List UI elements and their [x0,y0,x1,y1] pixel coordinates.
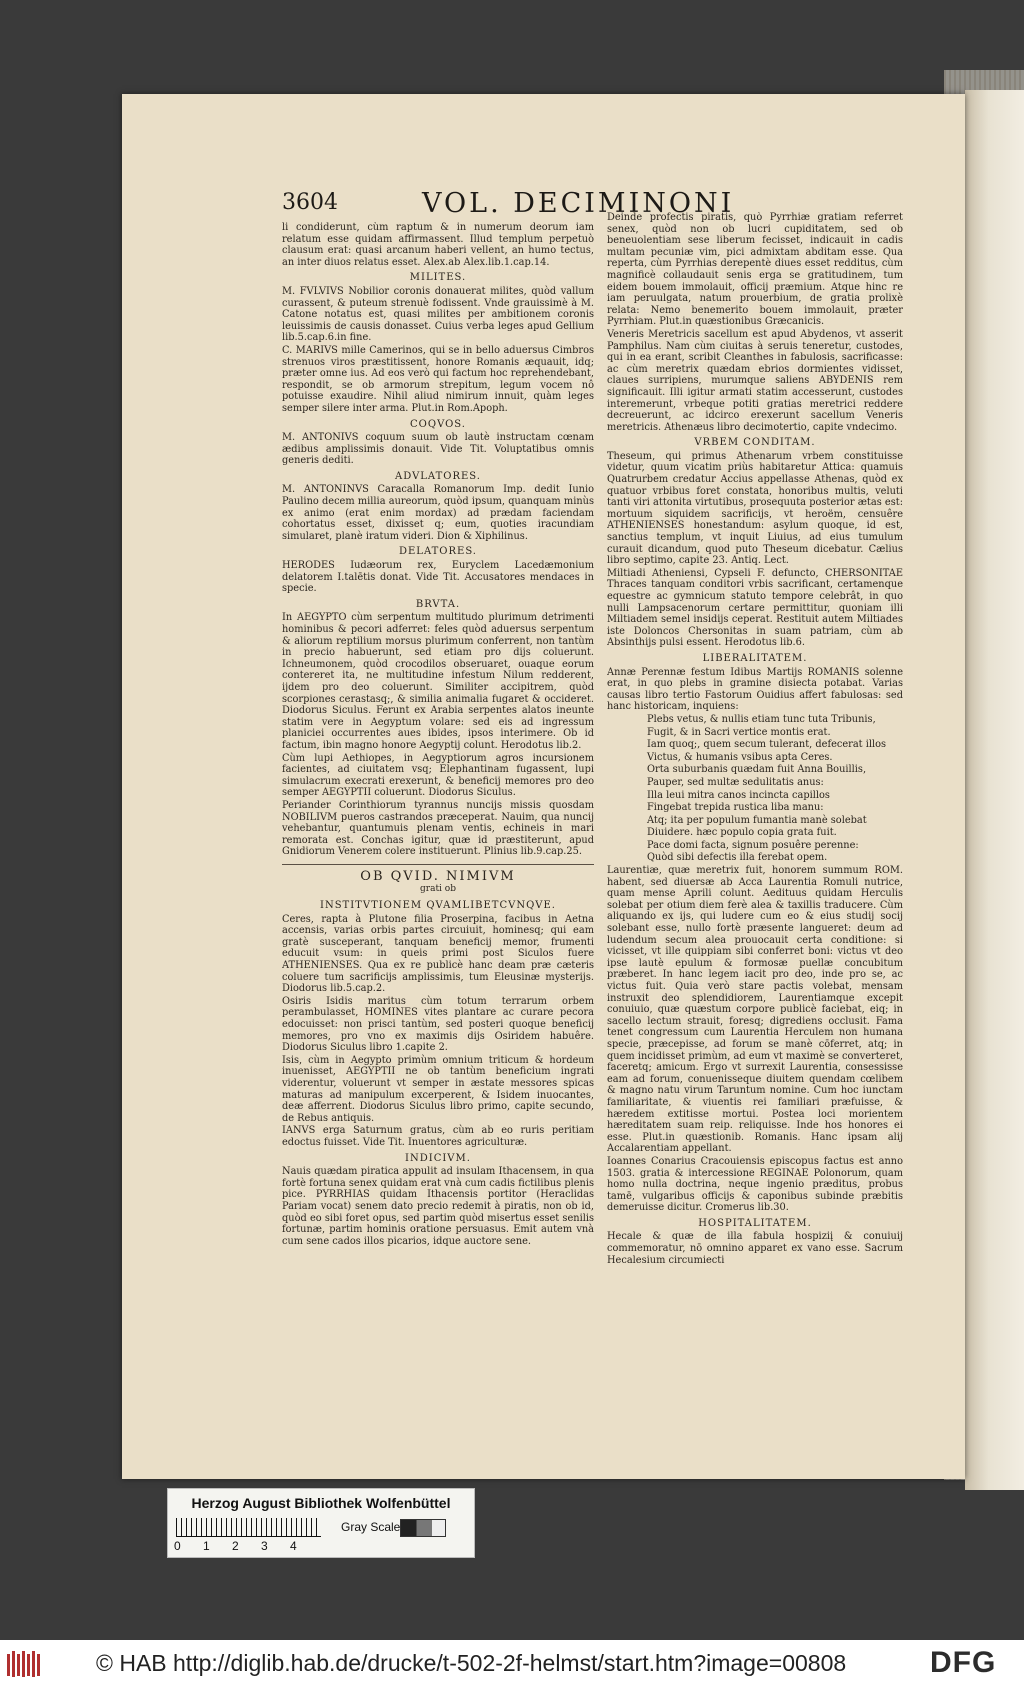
paragraph: Laurentiæ, quæ meretrix fuit, honorem summum ROM. habent, sed diuersæ ab Acca Laurentia Romuli nutrice, quam mense Aprili colunt. Aedituus quidam Herculis solebat per otium diem ferè alea & taxillis traducere. Cùm aliquando ex ijs, qui ludere cum eo & eius studij socij solebant esse, nullo fortè præsente langueret: deum ad ludendum secum alea prouocauit certa conditione: si vicisset, vt ille quippiam sibi conferret boni: victus vt deo ipse lautè epulum & formosæ puellæ concubitum præberet. In hanc legem iacit pro deo, inde pro se, ac victus fuit. Quia verò stare pactis volebat, mensam instruxit deo splendidiorem, Laurentiamque excepit conuiuio, quæ quæstum corpore publicè faciebat, eiq; in sacello lectum strauit, foresq; digrediens occlusit. Fama tenet congressum cum Laurentia Herculem non humana specie, præcepisse, ad forum se manè cōferret, atq; in quem incidisset primùm, ad eum vt maximè se converteret, faceretq; amicum. Ergo vt surrexit Laurentia, consessisse eam ad forum, conuenisseque diuitem quendam cœlibem & magno natu virum Taruntum nomine. Cum hoc iunctam familiaritate, & viuentis rei familiari præfuisse, & hæredem extitisse mortui. Postea loci morientem hæreditatem suam reip. reliquisse. Inde hos honores ei esse. Plut.in quæstionib. Romanis. Hanc ipsam alij Accalarentiam appellant. [607,865,903,1155]
gray-scale-label: Gray Scale [341,1520,401,1534]
footer-bar [0,1640,1024,1686]
section-heading: INDICIVM. [405,1152,471,1164]
section-heading: VRBEM CONDITAM. [694,437,816,449]
section-heading: INSTITVTIONEM QVAMLIBETCVNQVE. [320,900,556,912]
section-heading: LIBERALITATEM. [702,652,808,664]
section-heading: MILITES. [409,272,467,284]
book-binding [965,90,1024,1490]
paragraph: li condiderunt, cùm raptum & in numerum deorum iam relatum esse quidam affirmassent. Illud templum perpetuò clausum erat: quasi arcanum haberi vellent, an humo tectus, an inter diuos relatus esset. Alex.ab Alex.lib.1.cap.14. [282,222,594,268]
section-heading: BRVTA. [415,598,461,610]
verse-line: Pace domi facta, signum posuêre perenne: [647,839,859,851]
paragraph: Veneris Meretricis sacellum est apud Abydenos, vt asserit Pamphilus. Nam cùm ciuitas à seruis teneretur, custodes, qui in ea erant, scribit Cleanthes in fabulosis, sacrificasse: ac cùm meretrix quædam ebrios dormientes vidisset, claues surripiens, murumque saliens ABYDENIS rem significauit. Illi igitur armati statim accesserunt, custodes interemerunt, vrbeque potiti gratias meretrici reddere decreuerunt, ac idcirco erexerunt sacellum Veneris meretricis. Athenæus libro decimotertio, capite vndecimo. [607,328,903,433]
ruler-number: 3 [261,1539,268,1553]
verse-line: Fugit, & in Sacri vertice montis erat. [647,726,831,738]
ruler-number: 2 [232,1539,239,1553]
paragraph: C. MARIVS mille Camerinos, qui se in bello aduersus Cimbros strenuos viros præstitissent, honore Romanis æquauit, idq; præter omne ius. Ad eos verò qui factum hoc reprehendebant, respondit, se ob armorum strepitum, legum vocem nô potuisse exaudire. Nihil aliud nimirum innuit, quàm leges semper silere inter arma. Plut.in Rom.Apoph. [282,344,594,414]
running-head: VOL. DECIMINONI [422,188,735,219]
chapter-subheading: grati ob [420,884,456,895]
paragraph: In AEGYPTO cùm serpentum multitudo plurimum detrimenti hominibus & pecori adferret: feles quòd aduersus serpentum & aliorum reptilium morsus plurimum conferrent, non tantùm in precio habuerunt, sed etiam pro dijs coluerunt. Ichneumonem, quòd crocodilos obseruaret, ouaque eorum contereret ita, ne multitudine infestum Nilum redderent, ijdem pro deo coluerunt. Similiter accipitrem, quòd scorpiones cerastasq;, & similia animalia fugaret & occideret. Diodorus Siculus. Ferunt ex Arabia serpentes alatos ineunte statim vere in Aegyptum volare: sed eis ad ingressum planiciei occurrentes aues ibides, ipsos interimere. Ob id factum, ibin magno honore Aegyptij colunt. Herodotus lib.2. [282,612,594,751]
paragraph: M. ANTONIVS coquum suum ob lautè instructam cœnam ædibus amplissimis donauit. Vide Tit. Voluptatibus omnis generis dediti. [282,432,594,467]
ruler-numbers [174,1539,319,1553]
verse-line: Illa leui mitra canos incincta capillos [647,789,830,801]
verse-line: Plebs vetus, & nullis etiam tunc tuta Tribunis, [647,713,876,725]
paragraph: Periander Corinthiorum tyrannus nuncijs missis quosdam NOBILIVM pueros castrandos præceperat. Nauim, qua nuncij vehebantur, quantumuis plenam ventis, echineis in mari remorata est. Conchas igitur, quæ id præstiterunt, apud Gnidiorum Venerem colere instituerunt. Plinius lib.9.cap.25. [282,799,594,858]
verse-line: Diuidere. hæc populo copia grata fuit. [647,827,837,839]
paragraph: Nauis quædam piratica appulit ad insulam Ithacensem, in qua fortè fortuna senex quidam erat vnà cum cadis fictilibus plenis pice. PYRRHIAS quidam Ithacensis portitor (Heraclidas Pariam vocat) senem dato precio redemit à piratis, non ob id, quòd eo sibi foret opus, sed partim quòd misertus esset senilis fortunæ, partim hominis oratione persuasus. Emit autem vnà cum sene cados illos picarios, idque auctore sene. [282,1166,594,1247]
section-heading: ADVLATORES. [395,470,481,482]
paragraph: Isis, cùm in Aegypto primùm omnium triticum & hordeum inuenisset, AEGYPTII ne ob tantùm beneficium ingrati viderentur, voluerunt vt semper in æstate messores spicas maturas ad manipulum excerperent, & Isidem inuocantes, deæ afferrent. Diodorus Siculus libro primo, capite secundo, de Rebus antiquis. [282,1054,594,1124]
paragraph: M. ANTONINVS Caracalla Romanorum Imp. dedit Iunio Paulino decem millia aureorum, quòd ipsum, quanquam minùs ex animo (erat enim mordax) ad prædam faciendam cohortatus esset, dixisset q; eum, quoties iracundiam simularet, planè iratum videri. Dion & Xiphilinus. [282,484,594,542]
library-name: Herzog August Bibliothek Wolfenbüttel [191,1495,451,1511]
verse-line: Atq; ita per populum fumantia manè solebat [647,814,867,826]
paragraph: Ceres, rapta à Plutone filia Proserpina, facibus in Aetna accensis, varias orbis partes circuiuit, hominesq; qui eam gratè susceperant, tanquam beneficij memor, frumenti educuit vsum: in queis primi post Siculos fuere ATHENIENSES. Qua ex re publicè hanc deam præ cæteris coluere tum sacrificijs amplissimis, tum Eleusinæ mysterijs. Diodorus lib.5.cap.2. [282,913,594,995]
paragraph: Cùm lupi Aethiopes, in Aegyptiorum agros incursionem facientes, ad ciuitatem vsq; Elephantinam fugassent, lupi simulacrum execrati erexerunt, & beneficij memores pro deo semper AEGYPTII coluerunt. Diodorus Siculus. [282,752,594,799]
paragraph: Theseum, qui primus Athenarum vrbem constituisse videtur, quum vicatim priùs habitaretur Attica: quamuis Quatrurbem credatur Accius appellasse Athenas, quòd ex quatuor vrbibus foret constata, honoribus multis, veluti tanti viri attonita virtutibus, prosequuta posterior ætas est: mortuum siquidem sacrificijs, vt heroëm, censuêre ATHENIENSES honestandum: asylum quoque, id est, sanctius templum, vt inquit Liuius, ad eius tumulum curauit dicandum, quod puto Theseum dicebatur. Cælius libro septimo, capite 23. Antiq. Lect. [607,450,903,567]
ruler-number: 4 [290,1539,297,1553]
right-text-column [607,212,903,1292]
gray-scale-swatch [400,1519,446,1537]
verse-line: Iam quoq;, quem secum tulerant, defecerat illos [647,739,887,751]
dfg-logo: DFG [930,1646,997,1679]
section-heading: DELATORES. [398,546,477,558]
paragraph: Ioannes Conarius Cracouiensis episcopus factus est anno 1503. gratia & intercessione REGINAE Polonorum, quam homo nulla doctrina, neque ingenio præditus, probus tamē, vulgaribus officijs & caponibus subinde præbitis demeruisse dicitur. Cromerus lib.30. [607,1155,903,1214]
paragraph: IANVS erga Saturnum gratus, cùm ab eo ruris peritiam edoctus fuisset. Vide Tit. Inuentores agriculturæ. [282,1125,594,1148]
ruler-number: 0 [174,1539,181,1553]
paragraph: Deinde profectis piratis, quò Pyrrhiæ gratiam referret senex, quòd non ob lucri cupiditatem, sed ob beneuolentiam sese liberum fecisset, indicauit in cadis multam pecuniæ vim, pici admixtam abditam esse. Qua reperta, cùm Pyrrhias derepentè diues esset redditus, cùm magnificè collaudauit senis erga se gratitudinem, tum eidem bouem immolauit, officij præmium. Atque hinc re iam peruulgata, natum prouerbium, de gratia prolixè relata: Nemo benemerito bouem immolauit, præter Pyrrhiam. Plut.in quæstionibus Græcanicis. [607,212,903,328]
paragraph: Hecale & quæ de illa fabula hospiziį & conuiuij commemoratur, nō omnino apparet ex vano esse. Sacrum Hecalesium circumiecti [607,1231,903,1266]
color-calibration-bar [167,1488,475,1558]
copyright-url[interactable]: © HAB http://diglib.hab.de/drucke/t-502-2f-helmst/start.htm?image=00808 [96,1650,847,1676]
paragraph: M. FVLVIVS Nobilior coronis donauerat milites, quòd vallum curassent, & puteum strenuè fodissent. Vnde grauissimè à M. Catone notatus est, quasi milites per ambitionem coronis leuissimis de causis donasset. Cuius verba leges apud Gellium lib.5.cap.6.in fine. [282,285,594,344]
verse-line: Fingebat trepida rustica liba manu: [647,802,824,814]
section-heading: COQVOS. [410,418,466,430]
paragraph: Annæ Perennæ festum Idibus Martijs ROMANIS solenne erat, in quo plebs in gramine disiecta potabat. Varias causas libro tertio Fastorum Ouidius affert fabulosas: sed hanc historicam, inquiens: [607,666,903,713]
chapter-heading: OB QVID. NIMIVM [360,868,516,884]
section-heading: HOSPITALITATEM. [698,1217,812,1229]
verse-line: Pauper, sed multæ sedulitatis anus: [647,776,824,788]
paragraph: HERODES Iudæorum rex, Euryclem Lacedæmonium delatorem I.talētis donat. Vide Tit. Accusatores mendaces in specie. [282,560,594,595]
ruler-ticks [176,1518,321,1537]
hab-logo-icon [6,1648,46,1680]
ruler-number: 1 [203,1539,210,1553]
left-text-column [282,222,594,1282]
verse-line: Victus, & humanis vsibus apta Ceres. [647,751,833,763]
paragraph: Osiris Isidis maritus cùm totum terrarum orbem perambulasset, HOMINES vites plantare ac curare pecora edocuisset: non prisci tantùm, sed posteri quoque beneficij memores, pro vno ex maximis dijs Osiridem habuêre. Diodorus Siculus libro 1.capite 2. [282,995,594,1054]
verse-line: Orta suburbanis quædam fuit Anna Bouillis, [647,764,867,776]
page-number: 3604 [282,190,338,215]
section-rule [282,864,594,865]
verse-line: Quòd sibi defectis illa ferebat opem. [647,852,828,864]
paragraph: Miltiadi Atheniensi, Cypseli F. defuncto, CHERSONITAE Thraces tanquam conditori vrbis sacrificant, certamenque equestre ac gymnicum statuto tempore celebrât, in quo nulli Lampsacenorum certare permittitur, quoniam illi Miltiadem semel insidijs ceperat. Restituit autem Miltiades iste Doloncos Chersonitas in suam patriam, cùm ab Absinthijs pulsi essent. Herodotus lib.6. [607,567,903,649]
